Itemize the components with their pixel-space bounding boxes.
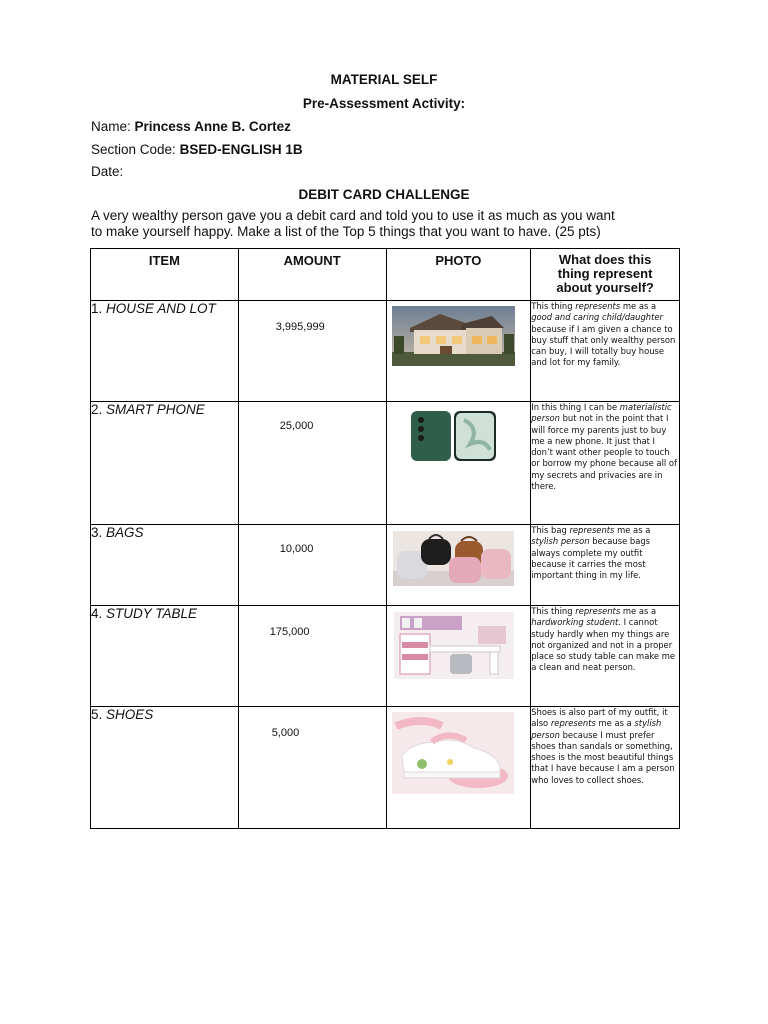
section-label: Section Code: [91, 142, 176, 157]
item-name: STUDY TABLE [106, 606, 198, 621]
description-part: . I cannot study hardly when my things are not organized and not in a proper place so study table can make me a clean and neat person. [531, 617, 676, 673]
description-part: but not in the point that I will force my parents just to buy me a new phone. It just that I don’t want other people to touch or borrow my phone because all of my secrets and privacies are in there. [531, 413, 677, 492]
name-value: Princess Anne B. Cortez [134, 119, 291, 134]
amount-value: 3,995,999 [275, 321, 325, 333]
header-what-line-2: thing represent [557, 266, 653, 281]
section-line [91, 142, 303, 157]
amount-cell [238, 301, 386, 402]
amount-cell [238, 707, 386, 829]
description-cell [531, 402, 680, 525]
item-cell [91, 707, 239, 829]
item-number: 1. [91, 301, 103, 316]
intro-paragraph [91, 208, 691, 240]
document-title: MATERIAL SELF [330, 72, 438, 87]
bags-photo [393, 531, 514, 586]
description-part: This thing [531, 301, 576, 311]
amount-value: 25,000 [279, 420, 314, 432]
description-emphasis: represents [569, 525, 615, 535]
photo-cell [386, 402, 531, 525]
item-cell [91, 301, 239, 402]
description-emphasis: represents [550, 718, 596, 729]
challenge-title: DEBIT CARD CHALLENGE [298, 187, 470, 202]
table-row [91, 301, 680, 402]
amount-value: 175,000 [269, 626, 310, 638]
item-name: BAGS [106, 525, 144, 540]
house-photo [392, 306, 515, 366]
description-part: me as a [614, 525, 651, 535]
description-cell [531, 707, 680, 829]
description-part: because if I am given a chance to buy stuff that only wealthy person can buy, I will totally buy house and lot for my family. [531, 323, 676, 368]
photo-cell [386, 525, 531, 606]
date-line [91, 164, 123, 179]
description-cell [531, 525, 680, 606]
section-value: BSED-ENGLISH 1B [179, 142, 303, 157]
amount-cell [238, 402, 386, 525]
description-part: In this thing I can be [531, 402, 620, 412]
name-label: Name: [91, 119, 131, 134]
amount-value: 5,000 [271, 727, 300, 739]
item-number: 5. [91, 707, 103, 722]
description-emphasis: hardworking student [531, 617, 619, 628]
debit-card-table [90, 248, 680, 829]
table-row [91, 525, 680, 606]
header-amount: AMOUNT [238, 249, 386, 301]
amount-cell [238, 606, 386, 707]
photo-cell [386, 707, 531, 829]
item-name: SHOES [106, 707, 154, 722]
item-number: 3. [91, 525, 103, 540]
date-label: Date: [91, 164, 124, 179]
description-part: because bags always complete my outfit because it carries the most important thing in my life. [531, 536, 651, 581]
photo-cell [386, 301, 531, 402]
intro-line-1: A very wealthy person gave you a debit card and told you to use it as much as you want [91, 208, 615, 223]
table-row [91, 402, 680, 525]
description-part: me as a [620, 606, 657, 616]
header-item: ITEM [91, 249, 239, 301]
description-emphasis: stylish person [531, 718, 662, 740]
description-emphasis: stylish person [531, 536, 590, 547]
document-subtitle: Pre-Assessment Activity: [302, 96, 466, 111]
item-number: 4. [91, 606, 103, 621]
item-cell [91, 525, 239, 606]
table-header-row [91, 249, 680, 301]
header-what-line-1: What does this [558, 252, 652, 267]
item-name: SMART PHONE [106, 402, 205, 417]
smartphone-photo [410, 410, 498, 462]
description-part: me as a [595, 718, 635, 729]
amount-cell [238, 525, 386, 606]
study-table-photo [394, 612, 514, 679]
description-part: This thing [531, 606, 576, 616]
description-emphasis: good and caring child/daughter [531, 312, 663, 323]
description-part: me as a [620, 301, 657, 311]
header-photo: PHOTO [386, 249, 531, 301]
item-cell [91, 606, 239, 707]
header-what-line-3: about yourself? [556, 280, 654, 295]
table-row [91, 707, 680, 829]
intro-line-2: to make yourself happy. Make a list of the Top 5 things that you want to have. (25 pts) [91, 224, 601, 239]
description-cell [531, 301, 680, 402]
name-line [91, 119, 291, 134]
description-emphasis: represents [575, 606, 621, 616]
shoes-photo [392, 712, 514, 794]
description-part: Shoes is also part of my outfit, it also [531, 707, 668, 729]
description-cell [531, 606, 680, 707]
description-emphasis: represents [575, 301, 621, 311]
amount-value: 10,000 [279, 543, 314, 555]
item-cell [91, 402, 239, 525]
item-number: 2. [91, 402, 103, 417]
description-part: because I must prefer shoes than sandals or something, shoes is the most beautiful things that I have because I am a person who loves to collect shoes. [531, 729, 675, 785]
description-part: This bag [531, 525, 570, 535]
table-row [91, 606, 680, 707]
header-what [531, 249, 680, 301]
item-name: HOUSE AND LOT [106, 301, 216, 316]
photo-cell [386, 606, 531, 707]
description-emphasis: materialistic person [531, 402, 672, 424]
